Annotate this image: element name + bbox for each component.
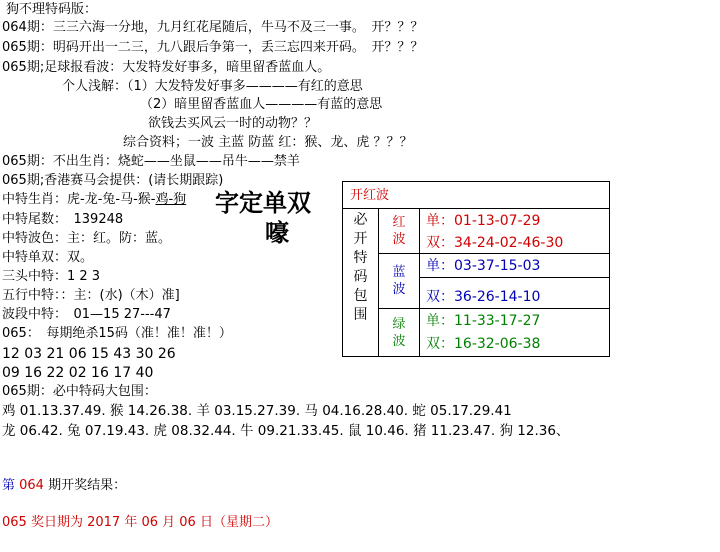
- date-label: 奖日期为: [26, 515, 88, 530]
- blue-wave-even: [420, 285, 609, 309]
- row-label: 双：: [426, 235, 454, 251]
- row-value: 16-32-06-38: [454, 336, 541, 352]
- green-wave-group: [379, 309, 609, 356]
- row-value: 11-33-17-27: [454, 313, 541, 329]
- blue-wave-group: [379, 254, 609, 309]
- date-year: 2017: [87, 515, 121, 530]
- zodiac-underlined: 鸡-狗: [155, 192, 187, 207]
- kill-numbers-1: 12 03 21 06 15 43 30 26: [2, 346, 176, 362]
- wave-table-side-label: [343, 209, 379, 356]
- row-label: 单：: [426, 213, 454, 229]
- row-label: 单：: [426, 313, 454, 329]
- jockey-club-title: 065期;香港赛马会提供：(请长期跟踪): [2, 173, 224, 188]
- date-month-unit: 月: [158, 515, 180, 530]
- side-char: 围: [353, 307, 368, 323]
- kill-15-title: 065： 每期绝杀15码（准！准！准！）: [2, 326, 232, 341]
- date-period: 065: [2, 515, 27, 530]
- interpretation-2: （2）暗里留香蓝血人————有蓝的意思: [140, 97, 383, 112]
- date-day: 06: [179, 515, 196, 530]
- enclosure-title: 065期：必中特码大包围：: [2, 384, 157, 399]
- enclosure-row-2: 龙 06.42. 兔 07.19.43. 虎 08.32.44. 牛 09.21.33.45. 鼠 10.46. 猪 11.23.47. 狗 12.36、: [2, 423, 570, 439]
- row-value: 36-26-14-10: [454, 289, 541, 305]
- prediction-064: 064期：三三六海一分地，九月红花尾随后，牛马不及三一事。 开？？？: [2, 20, 424, 35]
- five-elements: 五行中特：：主：(水)（木）准]: [2, 288, 180, 303]
- red-wave-even: [420, 231, 609, 255]
- row-label: 双：: [426, 336, 454, 352]
- draw-date: [2, 515, 278, 531]
- wave-color: 中特波色：主：红。防：蓝。: [2, 231, 172, 246]
- zodiac-line: [2, 192, 186, 208]
- red-wave-odd: [420, 209, 609, 233]
- blue-wave-label: 蓝 波: [379, 254, 420, 308]
- result-period: 064: [19, 478, 44, 493]
- side-char: 特: [353, 250, 368, 266]
- overlay-title: 字定单双: [215, 189, 311, 217]
- result-suffix: 期开奖结果：: [43, 478, 127, 493]
- page-heading: 狗不理特码版：: [6, 2, 98, 17]
- excluded-zodiac: 065期：不出生肖：烧蛇——坐鼠——吊牛——禁羊: [2, 154, 300, 169]
- side-char: 开: [353, 231, 368, 247]
- row-value: 34-24-02-46-30: [454, 235, 564, 251]
- tail-numbers: 中特尾数： 139248: [2, 212, 124, 227]
- overlay-subtitle: 嚎: [265, 219, 289, 247]
- wave-segment: 波段中特： 01—15 27---47: [2, 307, 171, 322]
- wave-table-header: 开红波: [343, 182, 609, 209]
- green-wave-label: 绿 波: [379, 309, 420, 356]
- result-prefix: 第: [2, 478, 20, 493]
- kill-numbers-2: 09 16 22 02 16 17 40: [2, 365, 154, 381]
- side-char: 必: [353, 212, 368, 228]
- row-label: 单：: [426, 258, 454, 274]
- odd-even: 中特单双：双。: [2, 250, 94, 265]
- row-value: 01-13-07-29: [454, 213, 541, 229]
- green-wave-odd: [420, 309, 609, 333]
- zodiac-list: 中特生肖：虎-龙-兔-马-猴-: [2, 192, 156, 207]
- football-report: 065期;足球报看波：大发特发好事多，暗里留香蓝血人。: [2, 60, 331, 75]
- draw-result-title: [2, 478, 126, 494]
- row-value: 03-37-15-03: [454, 258, 541, 274]
- wave-table: [342, 181, 610, 357]
- date-weekday: 日（星期二）: [195, 515, 278, 530]
- animal-question: 欲钱去买风云一时的动物？？: [148, 116, 318, 131]
- date-year-unit: 年: [120, 515, 142, 530]
- green-wave-even: [420, 332, 609, 356]
- side-char: 码: [353, 269, 368, 285]
- red-wave-group: [379, 209, 609, 254]
- red-wave-label: 红 波: [379, 209, 420, 253]
- row-label: 双：: [426, 289, 454, 305]
- blue-wave-odd: [420, 254, 609, 278]
- date-month: 06: [141, 515, 158, 530]
- summary-info: 综合资料；一波 主蓝 防蓝 红：猴、龙、虎 ？？？: [123, 135, 413, 150]
- interpretation-1: 个人浅解：（1）大发特发好事多————有红的意思: [62, 79, 363, 94]
- side-char: 包: [353, 288, 368, 304]
- three-heads: 三头中特：1 2 3: [2, 269, 101, 284]
- prediction-065: 065期：明码开出一二三，九八跟后争第一，丢三忘四来开码。 开？？？: [2, 40, 424, 55]
- enclosure-row-1: 鸡 01.13.37.49. 猴 14.26.38. 羊 03.15.27.39. 马 04.16.28.40. 蛇 05.17.29.41: [2, 403, 512, 419]
